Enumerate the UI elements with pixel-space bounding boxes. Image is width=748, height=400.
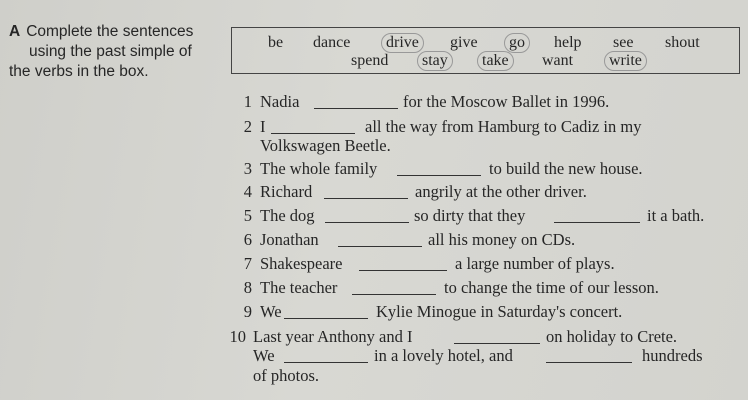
item-text: on holiday to Crete. xyxy=(546,327,678,346)
answer-blank[interactable] xyxy=(284,318,368,319)
item-text: for the Moscow Ballet in 1996. xyxy=(403,92,610,111)
item-text: Kylie Minogue in Saturday's concert. xyxy=(376,302,623,321)
item-number: 4 xyxy=(243,182,252,201)
answer-blank[interactable] xyxy=(271,133,355,134)
answer-blank[interactable] xyxy=(554,222,640,223)
item-text: Shakespeare xyxy=(260,254,343,273)
exercise-letter: A xyxy=(9,23,21,40)
item-text: We xyxy=(260,302,282,321)
item-text: angrily at the other driver. xyxy=(415,182,587,201)
item-number: 8 xyxy=(243,278,252,297)
verb-spend: spend xyxy=(351,52,389,69)
answer-blank[interactable] xyxy=(454,343,540,344)
verb-dance: dance xyxy=(313,34,351,51)
item-text: it a bath. xyxy=(647,206,705,225)
answer-blank[interactable] xyxy=(325,222,409,223)
item-number: 1 xyxy=(243,92,252,111)
item-text: all his money on CDs. xyxy=(428,230,576,249)
item-text: so dirty that they xyxy=(414,206,526,225)
item-continuation: of photos. xyxy=(253,366,319,385)
item-number: 2 xyxy=(243,117,252,136)
exercise-instruction xyxy=(9,22,214,82)
verb-see: see xyxy=(613,34,634,51)
item-text: Richard xyxy=(260,182,313,201)
answer-blank[interactable] xyxy=(314,108,398,109)
answer-blank[interactable] xyxy=(324,198,408,199)
item-text: in a lovely hotel, and xyxy=(374,346,513,365)
item-text: a large number of plays. xyxy=(455,254,615,273)
verb-go: go xyxy=(504,33,530,53)
answer-blank[interactable] xyxy=(352,294,436,295)
item-number: 7 xyxy=(243,254,252,273)
verb-take: take xyxy=(477,51,514,71)
answer-blank[interactable] xyxy=(284,362,368,363)
verb-stay: stay xyxy=(417,51,453,71)
item-continuation: Volkswagen Beetle. xyxy=(260,136,391,155)
item-number: 6 xyxy=(243,230,252,249)
item-text: hundreds xyxy=(642,346,703,365)
instruction-line-2: using the past simple of xyxy=(29,43,192,60)
item-text: Nadia xyxy=(260,92,300,111)
answer-blank[interactable] xyxy=(338,246,422,247)
item-text: to build the new house. xyxy=(489,159,643,178)
verb-want: want xyxy=(542,52,574,69)
item-text: The teacher xyxy=(260,278,338,297)
item-text: The dog xyxy=(260,206,315,225)
item-number: 10 xyxy=(229,327,246,346)
item-text: all the way from Hamburg to Cadiz in my xyxy=(365,117,642,136)
item-text: Jonathan xyxy=(260,230,319,249)
item-number: 5 xyxy=(243,206,252,225)
verb-shout: shout xyxy=(665,34,700,51)
item-number: 9 xyxy=(243,302,252,321)
instruction-line-1: A Complete the sentences xyxy=(9,23,194,40)
verb-be: be xyxy=(268,34,284,51)
verb-drive: drive xyxy=(381,33,424,53)
item-text: to change the time of our lesson. xyxy=(444,278,659,297)
verb-help: help xyxy=(554,34,582,51)
item-number: 3 xyxy=(243,159,252,178)
instruction-line-3: the verbs in the box. xyxy=(9,63,149,80)
verb-box xyxy=(231,27,740,74)
verb-give: give xyxy=(450,34,478,51)
item-text: The whole family xyxy=(260,159,378,178)
verb-write: write xyxy=(604,51,647,71)
answer-blank[interactable] xyxy=(546,362,632,363)
item-text: We xyxy=(253,346,275,365)
answer-blank[interactable] xyxy=(397,175,481,176)
item-text: I xyxy=(260,117,266,136)
item-text: Last year Anthony and I xyxy=(253,327,413,346)
answer-blank[interactable] xyxy=(359,270,447,271)
